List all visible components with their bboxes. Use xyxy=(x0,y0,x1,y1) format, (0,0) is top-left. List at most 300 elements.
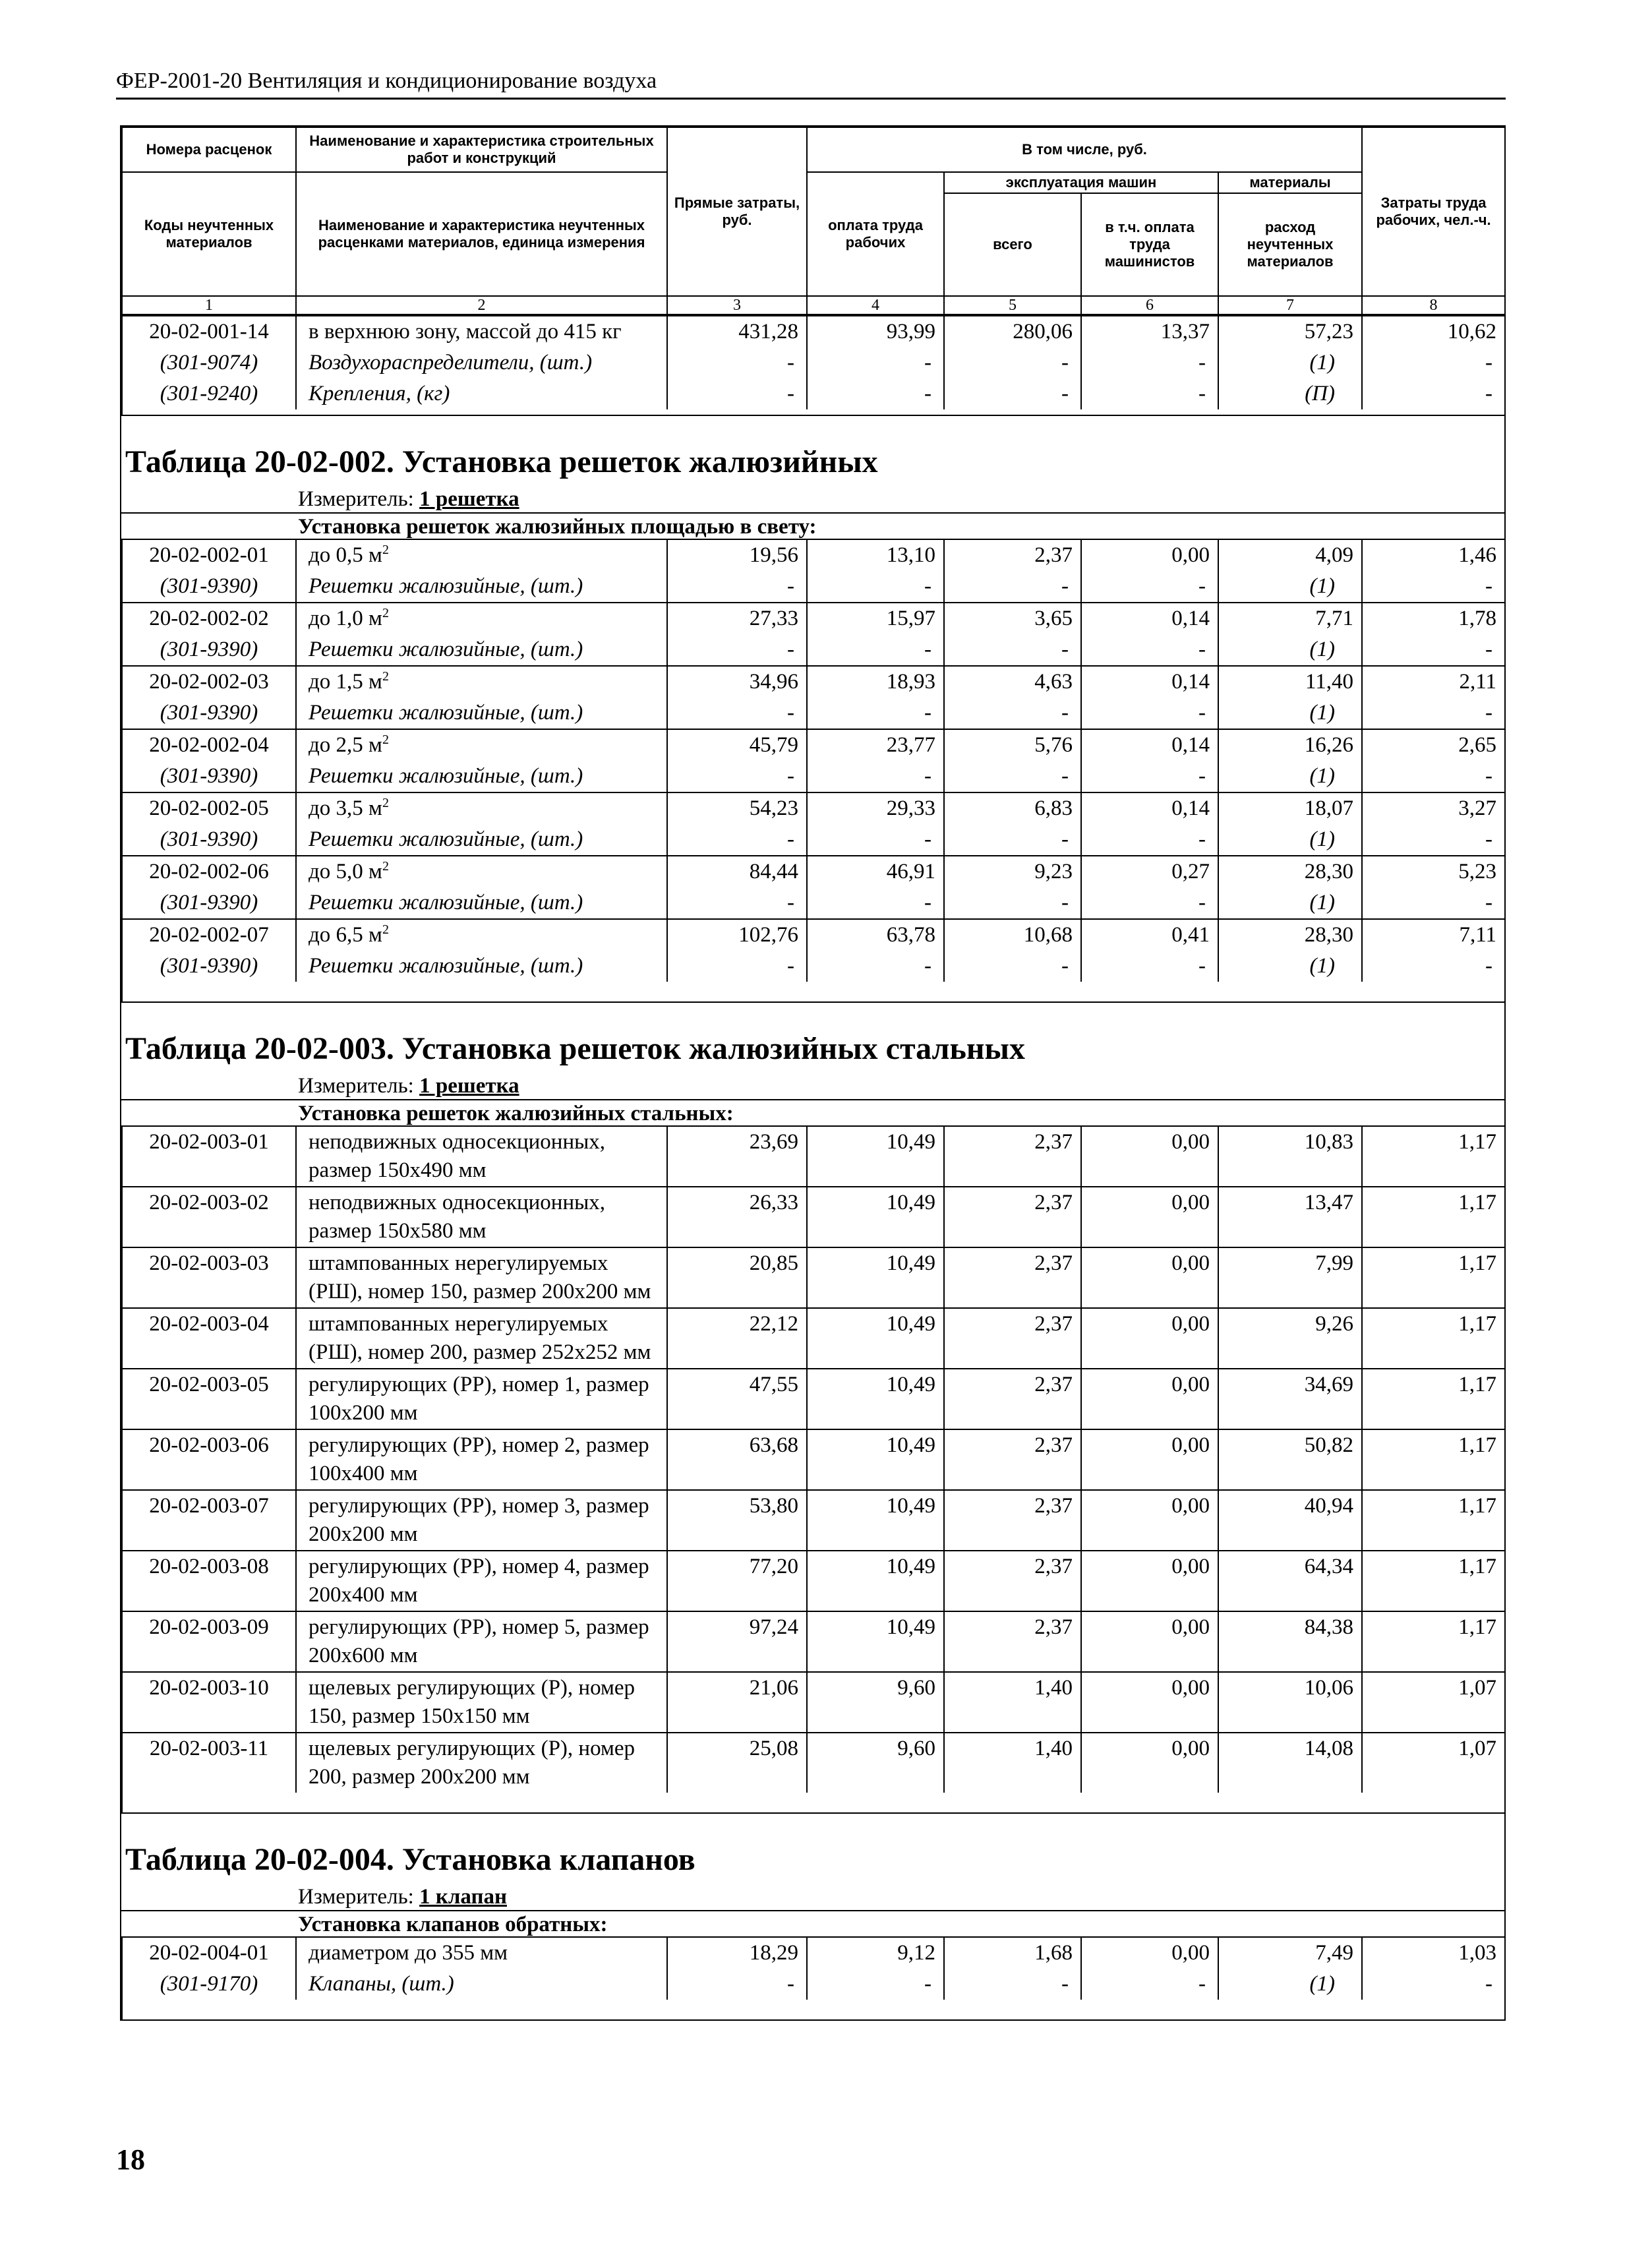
value-cell: 14,08 xyxy=(1218,1733,1362,1793)
value-cell: 1,40 xyxy=(944,1672,1081,1733)
value-cell: 10,49 xyxy=(807,1187,944,1247)
value-cell: 13,10 xyxy=(807,539,944,571)
value-cell: 10,49 xyxy=(807,1369,944,1429)
value-cell: 2,37 xyxy=(944,1369,1081,1429)
value-cell: 34,69 xyxy=(1218,1369,1362,1429)
value-cell: - xyxy=(944,347,1081,378)
value-cell: - xyxy=(1081,698,1218,729)
material-code: (301-9390) xyxy=(122,761,296,792)
value-cell: 57,23 xyxy=(1218,316,1362,347)
value-cell: 19,56 xyxy=(667,539,807,571)
col-number: 3 xyxy=(667,296,807,314)
col-codes-bottom: Коды неучтенных материалов xyxy=(122,172,296,296)
table-meter xyxy=(121,1070,1504,1100)
value-cell: 2,37 xyxy=(944,1490,1081,1551)
value-cell: 9,60 xyxy=(807,1733,944,1793)
value-cell: (1) xyxy=(1218,824,1362,856)
rate-row xyxy=(122,1429,1505,1490)
value-cell: - xyxy=(807,634,944,666)
unit-exponent: 2 xyxy=(382,606,389,620)
value-cell: - xyxy=(1362,1969,1505,2000)
value-cell: - xyxy=(667,761,807,792)
value-cell: 10,49 xyxy=(807,1490,944,1551)
col-machines-labor: в т.ч. оплата труда машинистов xyxy=(1081,193,1218,296)
rate-row xyxy=(122,1937,1505,1969)
rate-code: 20-02-002-03 xyxy=(122,666,296,698)
col-materials-unaccounted: расход неучтенных материалов xyxy=(1218,193,1362,296)
value-cell: 15,97 xyxy=(807,603,944,634)
value-cell: 84,44 xyxy=(667,856,807,887)
value-cell: - xyxy=(667,951,807,982)
value-cell: 0,14 xyxy=(1081,666,1218,698)
value-cell: - xyxy=(667,571,807,603)
value-cell: 4,09 xyxy=(1218,539,1362,571)
rate-code: 20-02-003-09 xyxy=(122,1611,296,1672)
value-cell: 0,00 xyxy=(1081,539,1218,571)
table-subtitle: Установка решеток жалюзийных стальных: xyxy=(298,1102,734,1125)
rate-row xyxy=(122,1733,1505,1793)
value-cell: 0,00 xyxy=(1081,1247,1218,1308)
rate-name: в верхнюю зону, массой до 415 кг xyxy=(296,316,667,347)
col-number: 2 xyxy=(296,296,667,314)
value-cell: 5,76 xyxy=(944,729,1081,761)
table-subtitle: Установка решеток жалюзийных площадью в свету: xyxy=(298,515,817,539)
col-direct: Прямые затраты, руб. xyxy=(667,127,807,296)
value-cell: 13,47 xyxy=(1218,1187,1362,1247)
value-cell: - xyxy=(944,378,1081,409)
rate-code: 20-02-003-06 xyxy=(122,1429,296,1490)
value-cell: 1,17 xyxy=(1362,1551,1505,1611)
value-cell: 9,23 xyxy=(944,856,1081,887)
page-number: 18 xyxy=(116,2143,145,2176)
material-code: (301-9390) xyxy=(122,571,296,603)
material-code: (301-9390) xyxy=(122,824,296,856)
value-cell: (1) xyxy=(1218,887,1362,919)
value-cell: (1) xyxy=(1218,634,1362,666)
material-code: (301-9170) xyxy=(122,1969,296,2000)
value-cell: - xyxy=(1362,634,1505,666)
value-cell: - xyxy=(1362,347,1505,378)
value-cell: 18,93 xyxy=(807,666,944,698)
value-cell: 0,00 xyxy=(1081,1672,1218,1733)
value-cell: (1) xyxy=(1218,698,1362,729)
value-cell: 0,41 xyxy=(1081,919,1218,951)
value-cell: - xyxy=(944,698,1081,729)
value-cell: 4,63 xyxy=(944,666,1081,698)
value-cell: 2,11 xyxy=(1362,666,1505,698)
value-cell: - xyxy=(807,378,944,409)
value-cell: 10,49 xyxy=(807,1308,944,1369)
value-cell: 1,17 xyxy=(1362,1126,1505,1187)
value-cell: - xyxy=(1081,1969,1218,2000)
value-cell: 431,28 xyxy=(667,316,807,347)
rate-code: 20-02-003-02 xyxy=(122,1187,296,1247)
rate-code: 20-02-002-04 xyxy=(122,729,296,761)
value-cell: 7,71 xyxy=(1218,603,1362,634)
value-cell: 7,11 xyxy=(1362,919,1505,951)
meter-label: Измеритель: xyxy=(298,1074,420,1098)
value-cell: 0,00 xyxy=(1081,1126,1218,1187)
value-cell: 21,06 xyxy=(667,1672,807,1733)
material-row xyxy=(122,951,1505,982)
col-number: 1 xyxy=(122,296,296,314)
value-cell: 13,37 xyxy=(1081,316,1218,347)
rate-row xyxy=(122,1126,1505,1187)
value-cell: 10,06 xyxy=(1218,1672,1362,1733)
col-name-bottom: Наименование и характеристика неучтенных расценками материалов, единица измерения xyxy=(296,172,667,296)
material-name: Крепления, (кг) xyxy=(296,378,667,409)
value-cell: - xyxy=(1362,887,1505,919)
value-cell: (П) xyxy=(1218,378,1362,409)
value-cell: - xyxy=(667,887,807,919)
rate-name: штампованных нерегулируемых (РШ), номер 150, размер 200x200 мм xyxy=(296,1247,667,1308)
value-cell: - xyxy=(1081,951,1218,982)
value-cell: 0,00 xyxy=(1081,1187,1218,1247)
value-cell: 84,38 xyxy=(1218,1611,1362,1672)
col-labor-pay: оплата труда рабочих xyxy=(807,172,944,296)
value-cell: (1) xyxy=(1218,951,1362,982)
rate-row xyxy=(122,1187,1505,1247)
value-cell: 3,27 xyxy=(1362,792,1505,824)
rate-code: 20-02-002-02 xyxy=(122,603,296,634)
value-cell: 2,37 xyxy=(944,1126,1081,1187)
meter-label: Измеритель: xyxy=(298,487,420,511)
value-cell: 27,33 xyxy=(667,603,807,634)
meter-label: Измеритель: xyxy=(298,1885,420,1909)
meter-value: 1 клапан xyxy=(419,1885,507,1909)
value-cell: 7,99 xyxy=(1218,1247,1362,1308)
meter-value: 1 решетка xyxy=(419,1074,519,1098)
value-cell: - xyxy=(667,378,807,409)
material-name: Клапаны, (шт.) xyxy=(296,1969,667,2000)
rate-code: 20-02-003-04 xyxy=(122,1308,296,1369)
value-cell: (1) xyxy=(1218,347,1362,378)
value-cell: 0,00 xyxy=(1081,1733,1218,1793)
value-cell: 1,17 xyxy=(1362,1490,1505,1551)
rate-name: регулирующих (РР), номер 2, размер 100x400 мм xyxy=(296,1429,667,1490)
value-cell: 0,00 xyxy=(1081,1937,1218,1969)
rate-name: щелевых регулирующих (Р), номер 150, размер 150x150 мм xyxy=(296,1672,667,1733)
value-cell: 0,00 xyxy=(1081,1490,1218,1551)
value-cell: - xyxy=(944,761,1081,792)
value-cell: 3,65 xyxy=(944,603,1081,634)
value-cell: 0,14 xyxy=(1081,729,1218,761)
value-cell: 28,30 xyxy=(1218,856,1362,887)
value-cell: 18,07 xyxy=(1218,792,1362,824)
value-cell: 1,17 xyxy=(1362,1247,1505,1308)
value-cell: 2,37 xyxy=(944,1308,1081,1369)
value-cell: - xyxy=(1362,824,1505,856)
table-title: Таблица 20-02-004. Установка клапанов xyxy=(121,1812,1504,1881)
table-meter xyxy=(121,1881,1504,1911)
value-cell: 10,62 xyxy=(1362,316,1505,347)
value-cell: 47,55 xyxy=(667,1369,807,1429)
rate-code: 20-02-003-03 xyxy=(122,1247,296,1308)
rate-code: 20-02-003-07 xyxy=(122,1490,296,1551)
value-cell: - xyxy=(944,1969,1081,2000)
value-cell: 1,46 xyxy=(1362,539,1505,571)
material-row xyxy=(122,1969,1505,2000)
value-cell: - xyxy=(1362,698,1505,729)
value-cell: 20,85 xyxy=(667,1247,807,1308)
value-cell: - xyxy=(1081,761,1218,792)
col-codes-top: Номера расценок xyxy=(122,127,296,172)
value-cell: 1,17 xyxy=(1362,1308,1505,1369)
rate-code: 20-02-001-14 xyxy=(122,316,296,347)
page-header xyxy=(116,69,1500,94)
rate-code: 20-02-002-01 xyxy=(122,539,296,571)
unit-exponent: 2 xyxy=(382,732,389,747)
value-cell: (1) xyxy=(1218,761,1362,792)
material-name: Решетки жалюзийные, (шт.) xyxy=(296,824,667,856)
value-cell: 9,12 xyxy=(807,1937,944,1969)
material-name: Решетки жалюзийные, (шт.) xyxy=(296,761,667,792)
meter-value: 1 решетка xyxy=(419,487,519,511)
value-cell: - xyxy=(1081,571,1218,603)
value-cell: 10,49 xyxy=(807,1551,944,1611)
value-cell: 2,37 xyxy=(944,539,1081,571)
rate-name xyxy=(296,919,667,951)
value-cell: 9,60 xyxy=(807,1672,944,1733)
value-cell: 34,96 xyxy=(667,666,807,698)
rate-name-text: до 1,5 м xyxy=(309,670,382,694)
value-cell: - xyxy=(1081,634,1218,666)
value-cell: - xyxy=(667,824,807,856)
col-number: 8 xyxy=(1362,296,1505,314)
value-cell: - xyxy=(944,634,1081,666)
value-cell: - xyxy=(807,761,944,792)
value-cell: 63,78 xyxy=(807,919,944,951)
rate-name xyxy=(296,603,667,634)
rate-name: регулирующих (РР), номер 1, размер 100x200 мм xyxy=(296,1369,667,1429)
material-name: Решетки жалюзийные, (шт.) xyxy=(296,951,667,982)
value-cell: 102,76 xyxy=(667,919,807,951)
material-name: Решетки жалюзийные, (шт.) xyxy=(296,698,667,729)
table-subtitle: Установка клапанов обратных: xyxy=(298,1913,608,1936)
value-cell: 22,12 xyxy=(667,1308,807,1369)
value-cell: - xyxy=(667,698,807,729)
col-name-top: Наименование и характеристика строительных работ и конструкций xyxy=(296,127,667,172)
value-cell: 40,94 xyxy=(1218,1490,1362,1551)
first-block xyxy=(121,315,1506,415)
rate-row xyxy=(122,1308,1505,1369)
value-cell: 2,37 xyxy=(944,1551,1081,1611)
col-number: 4 xyxy=(807,296,944,314)
rate-name-text: до 2,5 м xyxy=(309,733,382,757)
value-cell: - xyxy=(1081,824,1218,856)
value-cell: 23,69 xyxy=(667,1126,807,1187)
col-including: В том числе, руб. xyxy=(807,127,1362,172)
value-cell: 93,99 xyxy=(807,316,944,347)
value-cell: 50,82 xyxy=(1218,1429,1362,1490)
value-cell: 7,49 xyxy=(1218,1937,1362,1969)
unit-exponent: 2 xyxy=(382,859,389,874)
header-rule xyxy=(116,98,1506,100)
value-cell: 53,80 xyxy=(667,1490,807,1551)
value-cell: - xyxy=(944,824,1081,856)
value-cell: 16,26 xyxy=(1218,729,1362,761)
rate-name xyxy=(296,539,667,571)
rate-row xyxy=(122,316,1505,347)
value-cell: - xyxy=(1362,761,1505,792)
value-cell: - xyxy=(807,347,944,378)
rate-row xyxy=(122,792,1505,824)
column-header-table xyxy=(121,127,1506,315)
rate-name: неподвижных односекционных, размер 150x580 мм xyxy=(296,1187,667,1247)
value-cell: - xyxy=(807,951,944,982)
rate-code: 20-02-003-10 xyxy=(122,1672,296,1733)
rate-code: 20-02-002-05 xyxy=(122,792,296,824)
value-cell: - xyxy=(944,571,1081,603)
rate-code: 20-02-003-01 xyxy=(122,1126,296,1187)
material-code: (301-9240) xyxy=(122,378,296,409)
value-cell: 5,23 xyxy=(1362,856,1505,887)
value-cell: 77,20 xyxy=(667,1551,807,1611)
value-cell: 23,77 xyxy=(807,729,944,761)
material-code: (301-9390) xyxy=(122,887,296,919)
table-sections xyxy=(121,315,1504,2019)
value-cell: - xyxy=(807,571,944,603)
rate-row xyxy=(122,1369,1505,1429)
value-cell: - xyxy=(944,887,1081,919)
value-cell: 1,07 xyxy=(1362,1672,1505,1733)
value-cell: 2,37 xyxy=(944,1611,1081,1672)
rate-name xyxy=(296,856,667,887)
rate-name xyxy=(296,729,667,761)
value-cell: 28,30 xyxy=(1218,919,1362,951)
material-row xyxy=(122,347,1505,378)
value-cell: 29,33 xyxy=(807,792,944,824)
col-number: 5 xyxy=(944,296,1081,314)
value-cell: (1) xyxy=(1218,1969,1362,2000)
rate-row xyxy=(122,1490,1505,1551)
value-cell: 0,00 xyxy=(1081,1369,1218,1429)
material-row xyxy=(122,634,1505,666)
value-cell: 1,68 xyxy=(944,1937,1081,1969)
rate-row xyxy=(122,919,1505,951)
value-cell: 1,17 xyxy=(1362,1187,1505,1247)
rate-code: 20-02-003-05 xyxy=(122,1369,296,1429)
rate-name: щелевых регулирующих (Р), номер 200, размер 200x200 мм xyxy=(296,1733,667,1793)
rate-name: штампованных нерегулируемых (РШ), номер 200, размер 252x252 мм xyxy=(296,1308,667,1369)
table-title: Таблица 20-02-003. Установка решеток жалюзийных стальных xyxy=(121,1001,1504,1070)
value-cell: 10,49 xyxy=(807,1611,944,1672)
value-cell: 0,00 xyxy=(1081,1429,1218,1490)
value-cell: 0,00 xyxy=(1081,1308,1218,1369)
material-code: (301-9390) xyxy=(122,634,296,666)
rate-row xyxy=(122,603,1505,634)
rate-row xyxy=(122,729,1505,761)
value-cell: 1,17 xyxy=(1362,1369,1505,1429)
value-cell: 63,68 xyxy=(667,1429,807,1490)
material-row xyxy=(122,378,1505,409)
rate-row xyxy=(122,1672,1505,1733)
material-code: (301-9390) xyxy=(122,698,296,729)
value-cell: (1) xyxy=(1218,571,1362,603)
material-name: Решетки жалюзийные, (шт.) xyxy=(296,887,667,919)
value-cell: 26,33 xyxy=(667,1187,807,1247)
value-cell: - xyxy=(807,698,944,729)
value-cell: 46,91 xyxy=(807,856,944,887)
value-cell: 64,34 xyxy=(1218,1551,1362,1611)
value-cell: 2,37 xyxy=(944,1187,1081,1247)
value-cell: - xyxy=(1362,951,1505,982)
material-row xyxy=(122,824,1505,856)
material-name: Решетки жалюзийные, (шт.) xyxy=(296,571,667,603)
value-cell: 10,49 xyxy=(807,1247,944,1308)
column-number-row xyxy=(122,296,1505,314)
value-cell: 10,68 xyxy=(944,919,1081,951)
rate-code: 20-02-002-07 xyxy=(122,919,296,951)
value-cell: 6,83 xyxy=(944,792,1081,824)
table-meter xyxy=(121,483,1504,514)
value-cell: 0,14 xyxy=(1081,792,1218,824)
rate-code: 20-02-002-06 xyxy=(122,856,296,887)
unit-exponent: 2 xyxy=(382,922,389,937)
rate-row xyxy=(122,1611,1505,1672)
material-row xyxy=(122,887,1505,919)
value-cell: 1,17 xyxy=(1362,1611,1505,1672)
value-cell: 1,40 xyxy=(944,1733,1081,1793)
value-cell: - xyxy=(807,1969,944,2000)
page-title: ФЕР-2001-20 Вентиляция и кондиционирование воздуха xyxy=(116,69,657,93)
value-cell: 0,00 xyxy=(1081,1611,1218,1672)
value-cell: 11,40 xyxy=(1218,666,1362,698)
rate-name: регулирующих (РР), номер 5, размер 200x600 мм xyxy=(296,1611,667,1672)
material-name: Воздухораспределители, (шт.) xyxy=(296,347,667,378)
rate-name-text: до 1,0 м xyxy=(309,607,382,630)
value-cell: - xyxy=(1362,378,1505,409)
value-cell: - xyxy=(667,634,807,666)
value-cell: 1,07 xyxy=(1362,1733,1505,1793)
value-cell: 1,03 xyxy=(1362,1937,1505,1969)
value-cell: 54,23 xyxy=(667,792,807,824)
rate-name-text: до 6,5 м xyxy=(309,923,382,947)
value-cell: - xyxy=(667,1969,807,2000)
material-code: (301-9390) xyxy=(122,951,296,982)
value-cell: 2,37 xyxy=(944,1247,1081,1308)
rate-row xyxy=(122,539,1505,571)
rate-code: 20-02-003-11 xyxy=(122,1733,296,1793)
value-cell: 0,00 xyxy=(1081,1551,1218,1611)
value-cell: 1,78 xyxy=(1362,603,1505,634)
value-cell: - xyxy=(667,347,807,378)
value-cell: 97,24 xyxy=(667,1611,807,1672)
value-cell: - xyxy=(1081,887,1218,919)
value-cell: - xyxy=(807,824,944,856)
value-cell: - xyxy=(1362,571,1505,603)
value-cell: 9,26 xyxy=(1218,1308,1362,1369)
value-cell: 10,49 xyxy=(807,1429,944,1490)
col-number: 7 xyxy=(1218,296,1362,314)
value-cell: 25,08 xyxy=(667,1733,807,1793)
value-cell: 10,49 xyxy=(807,1126,944,1187)
value-cell: 2,65 xyxy=(1362,729,1505,761)
value-cell: - xyxy=(1081,347,1218,378)
material-row xyxy=(122,761,1505,792)
material-name: Решетки жалюзийные, (шт.) xyxy=(296,634,667,666)
value-cell: 280,06 xyxy=(944,316,1081,347)
unit-exponent: 2 xyxy=(382,543,389,557)
col-machines-total: всего xyxy=(944,193,1081,296)
rate-row xyxy=(122,856,1505,887)
unit-exponent: 2 xyxy=(382,669,389,684)
value-cell: - xyxy=(807,887,944,919)
value-cell: - xyxy=(944,951,1081,982)
rates-table xyxy=(121,539,1506,1001)
value-cell: 0,14 xyxy=(1081,603,1218,634)
rate-name: регулирующих (РР), номер 4, размер 200x400 мм xyxy=(296,1551,667,1611)
